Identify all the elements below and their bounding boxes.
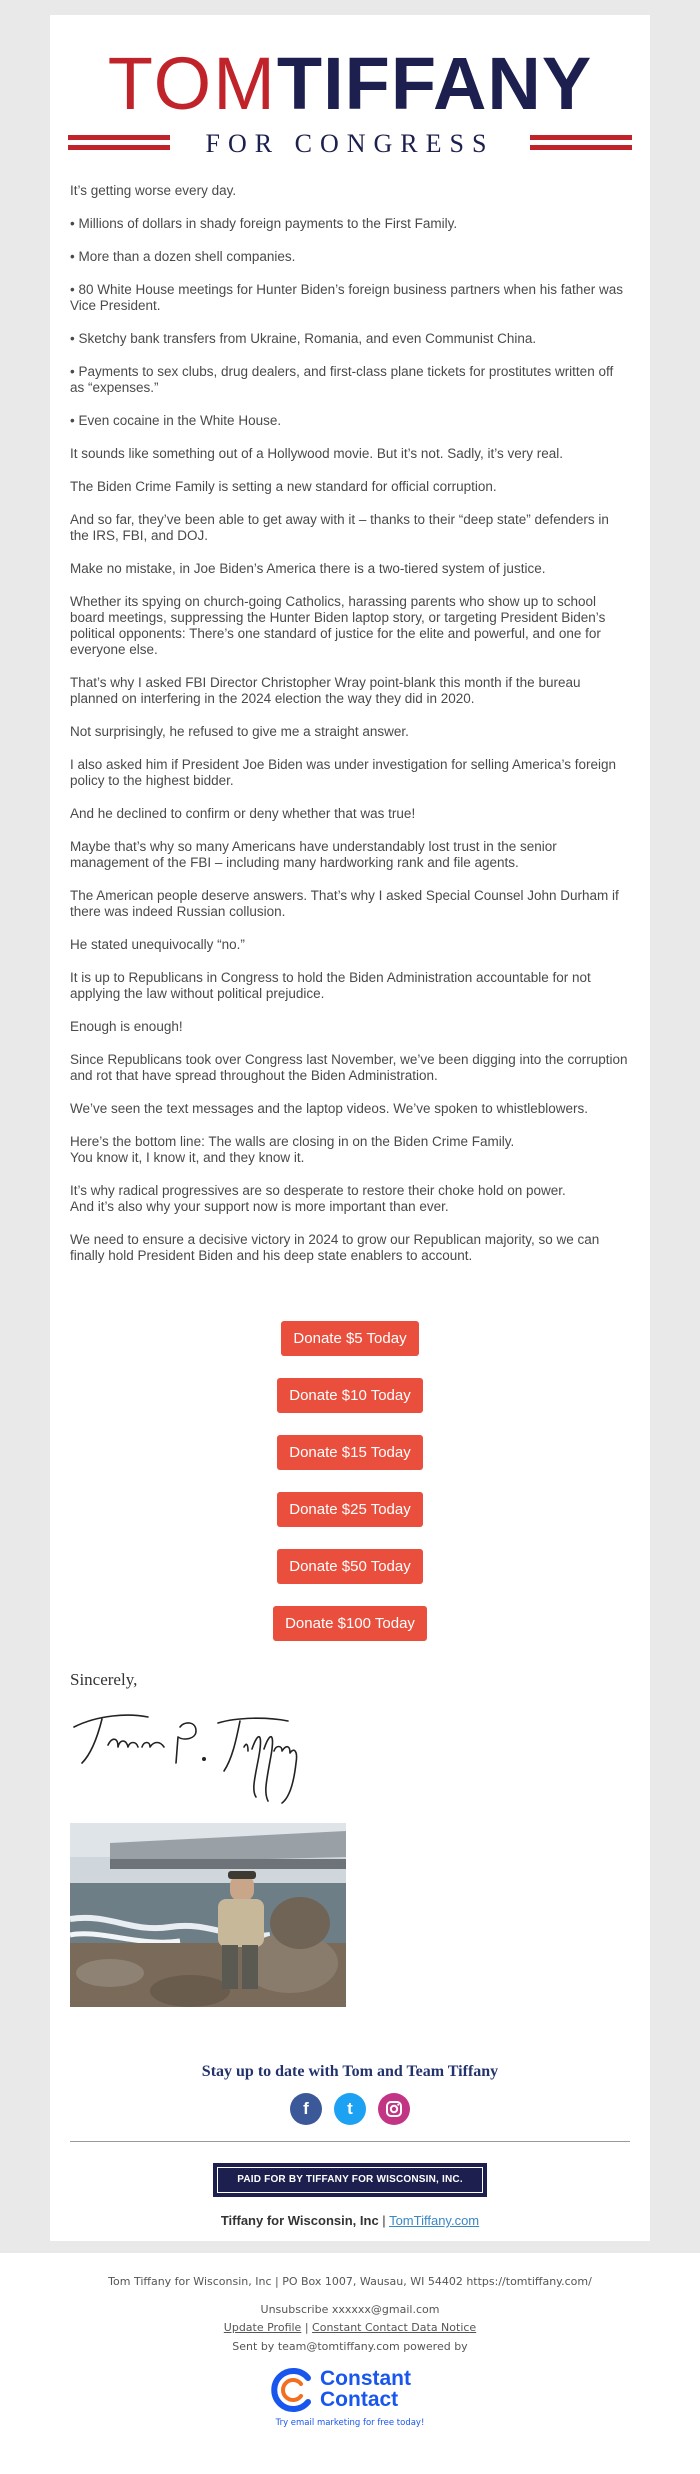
email-footer [0,2253,700,2474]
org-name: Tiffany for Wisconsin, Inc [220,2213,379,2228]
footer-separator: | [304,2321,309,2334]
paragraph: Not surprisingly, he refused to give me a straight answer. [70,724,409,739]
email-card [50,15,650,2241]
logo-name [50,42,650,125]
paragraph: The American people deserve answers. That’s why I asked Special Counsel John Durham if there was indeed Russian collusion. [70,888,619,919]
paragraph: He stated unequivocally “no.” [70,937,245,952]
paragraph: • Payments to sex clubs, drug dealers, and first-class plane tickets for prostitutes written off as “expenses.” [70,364,614,395]
website-link[interactable]: TomTiffany.com [389,2213,480,2228]
instagram-glyph [378,2093,410,2125]
paragraph: It sounds like something out of a Hollywood movie. But it’s not. Sadly, it’s very real. [70,446,563,461]
sent-by: Sent by team@tomtiffany.com powered by [232,2340,468,2353]
line: Here’s the bottom line: The walls are closing in on the Biden Crime Family. [70,1134,515,1149]
paid-for-box [213,2163,487,2197]
stay-up-to-date-heading: Stay up to date with Tom and Team Tiffany [201,2063,499,2080]
logo-for-congress: FOR CONGRESS [205,129,495,158]
paragraph: Since Republicans took over Congress last November, we’ve been digging into the corruption and rot that have spread throughout the Biden Administration. [70,1052,628,1083]
divider [70,2141,630,2142]
donate-10-button[interactable]: Donate $10 Today [277,1378,423,1413]
paragraph: Make no mistake, in Joe Biden’s America there is a two-tiered system of justice. [70,561,546,576]
paragraph: Maybe that’s why so many Americans have understandably lost trust in the senior management of the FBI – including many hardworking rank and file agents. [70,839,557,870]
instagram-icon[interactable] [378,2093,410,2125]
footer-address: Tom Tiffany for Wisconsin, Inc | PO Box 1007, Wausau, WI 54402 https://tomtiffany.com/ [108,2275,592,2288]
paid-for-text: PAID FOR BY TIFFANY FOR WISCONSIN, INC. [217,2167,483,2193]
paragraph: • Sketchy bank transfers from Ukraine, Romania, and even Communist China. [70,331,537,346]
org-separator: | [382,2213,386,2228]
cc-line2: Contact [320,2388,399,2411]
paragraph: Whether its spying on church-going Catholics, harassing parents who show up to school board meetings, suppressing the Hunter Biden laptop story, or targeting President Biden’s political opponents: There’s one standard of justice for the elite and powerful, and one for everyone else. [70,594,606,657]
paragraph: Enough is enough! [70,1019,183,1034]
letter-body [70,183,630,1281]
logo-stripes-left [68,135,170,155]
paragraph: • 80 White House meetings for Hunter Biden’s foreign business partners when his father was Vice President. [70,282,624,313]
paragraph-bottom-line [70,1134,630,1166]
line: You know it, I know it, and they know it. [70,1150,305,1165]
donate-15-row [50,1435,650,1470]
donate-10-row [50,1378,650,1413]
logo-tiffany: TIFFANY [276,42,593,125]
logo-subline [50,125,650,169]
constant-contact-logo[interactable] [268,2366,432,2432]
line: And it’s also why your support now is more important than ever. [70,1199,449,1214]
campaign-logo [50,42,650,175]
paragraph: That’s why I asked FBI Director Christopher Wray point-blank this month if the bureau planned on interfering in the 2024 election the way they did in 2020. [70,675,581,706]
paragraph: It is up to Republicans in Congress to hold the Biden Administration accountable for not applying the law without political prejudice. [70,970,591,1001]
paragraph: I also asked him if President Joe Biden was under investigation for selling America’s foreign policy to the highest bidder. [70,757,617,788]
donate-50-row [50,1549,650,1584]
unsubscribe-text[interactable]: Unsubscribe xxxxxx@gmail.com [260,2303,440,2316]
donate-100-button[interactable]: Donate $100 Today [273,1606,427,1641]
paragraph-desperate [70,1183,630,1215]
facebook-icon[interactable]: f [290,2093,322,2125]
sincerely: Sincerely, [70,1670,138,1689]
constant-contact-wordmark [320,2368,411,2410]
signature-image [68,1701,328,1811]
donate-100-row [50,1606,650,1641]
donate-25-row [50,1492,650,1527]
constant-contact-tagline: Try email marketing for free today! [275,2418,425,2428]
paragraph: The Biden Crime Family is setting a new standard for official corruption. [70,479,497,494]
paragraph: • Even cocaine in the White House. [70,413,282,428]
paragraph-closing: We need to ensure a decisive victory in 2024 to grow our Republican majority, so we can finally hold President Biden and his deep state enablers to account. [70,1232,600,1263]
update-profile-link[interactable]: Update Profile [223,2321,302,2334]
paragraph: And so far, they’ve been able to get away with it – thanks to their “deep state” defenders in the IRS, FBI, and DOJ. [70,512,609,543]
footer-links [0,2321,700,2334]
paragraph: It’s getting worse every day. [70,183,237,198]
donate-15-button[interactable]: Donate $15 Today [277,1435,423,1470]
donate-50-button[interactable]: Donate $50 Today [277,1549,423,1584]
logo-stripes-right [530,135,632,155]
paragraph: • More than a dozen shell companies. [70,249,296,264]
twitter-icon[interactable]: t [334,2093,366,2125]
cc-line1: Constant [320,2367,411,2390]
candidate-photo [70,1823,346,2007]
donate-5-row [50,1321,650,1356]
line: It’s why radical progressives are so desperate to restore their choke hold on power. [70,1183,566,1198]
paragraph: • Millions of dollars in shady foreign payments to the First Family. [70,216,458,231]
paragraph: And he declined to confirm or deny whether that was true! [70,806,416,821]
donate-5-button[interactable]: Donate $5 Today [281,1321,418,1356]
data-notice-link[interactable]: Constant Contact Data Notice [312,2321,477,2334]
paragraph: We’ve seen the text messages and the laptop videos. We’ve spoken to whistleblowers. [70,1101,589,1116]
logo-tom: TOM [107,42,277,125]
donate-25-button[interactable]: Donate $25 Today [277,1492,423,1527]
org-line [50,2213,650,2228]
constant-contact-icon [268,2366,316,2414]
